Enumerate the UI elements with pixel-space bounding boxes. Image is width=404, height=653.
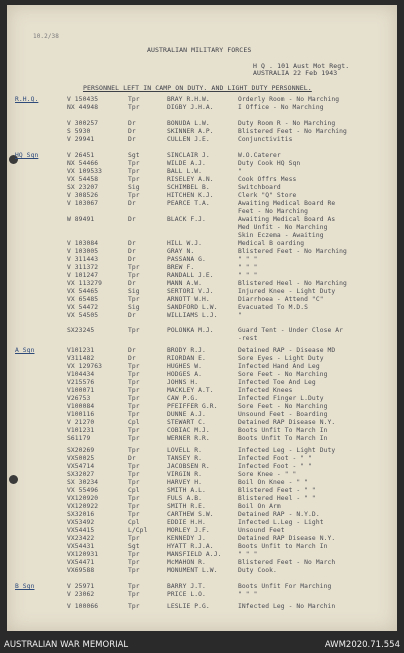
row-remark: Diarrhoea - Attend "C" bbox=[238, 296, 324, 303]
row-remark: Infected Finger L.Duty bbox=[238, 395, 324, 402]
row-remark: " " " bbox=[238, 272, 258, 279]
row-service-number: SX32027 bbox=[67, 471, 95, 478]
row-name: BREW F. bbox=[167, 264, 195, 271]
row-service-number: V 308526 bbox=[67, 192, 99, 199]
row-name: KENNEDY J. bbox=[167, 535, 206, 542]
row-name: CARTHEW S.W. bbox=[167, 511, 214, 518]
row-service-number: V 103067 bbox=[67, 200, 99, 207]
row-service-number: V 100066 bbox=[67, 603, 99, 610]
row-rank: Dr bbox=[128, 128, 136, 135]
row-remark: Boil On Knee - " " bbox=[238, 479, 309, 486]
row-service-number: VX 54505 bbox=[67, 312, 99, 319]
row-name: FULS A.B. bbox=[167, 495, 203, 502]
row-service-number: V 29941 bbox=[67, 136, 95, 143]
row-service-number: V 23062 bbox=[67, 591, 95, 598]
row-name: WERNER R.R. bbox=[167, 435, 210, 442]
row-remark: Awaiting Medical Board Re bbox=[238, 200, 336, 207]
row-name: WILLIAMS L.J. bbox=[167, 312, 218, 319]
row-service-number: VX 65485 bbox=[67, 296, 99, 303]
row-name: WILDE A.J. bbox=[167, 160, 206, 167]
row-name: SINCLAIR J. bbox=[167, 152, 210, 159]
row-service-number: VX 54472 bbox=[67, 304, 99, 311]
row-remark: Boots Unfit To March In bbox=[238, 435, 328, 442]
row-rank: Tpr bbox=[128, 603, 140, 610]
row-remark: " " " bbox=[238, 264, 258, 271]
row-name: RANDALL J.E. bbox=[167, 272, 214, 279]
row-service-number: SX20269 bbox=[67, 447, 95, 454]
row-rank: Dr bbox=[128, 347, 136, 354]
row-remark: Unsound Feet - Boarding bbox=[238, 411, 328, 418]
row-name: EDDIE H.H. bbox=[167, 519, 206, 526]
row-name: GRAY N. bbox=[167, 248, 195, 255]
row-service-number: NX 44948 bbox=[67, 104, 99, 111]
row-service-number: SX23245 bbox=[67, 327, 95, 334]
row-remark: Detained RAP - N.Y.D. bbox=[238, 511, 320, 518]
row-rank: Sig bbox=[128, 304, 140, 311]
row-rank: Tpr bbox=[128, 403, 140, 410]
row-service-number: NX 54466 bbox=[67, 160, 99, 167]
row-remark: Blistered Heel - No Marching bbox=[238, 280, 347, 287]
row-name: MACKLEY A.T. bbox=[167, 387, 214, 394]
row-rank: Dr bbox=[128, 240, 136, 247]
row-remark: Boots Unfit To March In bbox=[238, 427, 328, 434]
row-service-number: V101231 bbox=[67, 427, 95, 434]
row-service-number: V 21270 bbox=[67, 419, 95, 426]
row-service-number: VX 55496 bbox=[67, 487, 99, 494]
row-remark: Boots Unfit For Marching bbox=[238, 583, 332, 590]
row-name: STEWART C. bbox=[167, 419, 206, 426]
row-service-number: VX23422 bbox=[67, 535, 95, 542]
row-remark: Blistered Feet - No Marching bbox=[238, 248, 347, 255]
row-rank: Tpr bbox=[128, 535, 140, 542]
row-name: HARVEY H. bbox=[167, 479, 203, 486]
row-name: PFEIFFER G.R. bbox=[167, 403, 218, 410]
row-rank: Tpr bbox=[128, 447, 140, 454]
row-name: SMITH A.L. bbox=[167, 487, 206, 494]
row-name: MONUMENT L.W. bbox=[167, 567, 218, 574]
row-rank: Dr bbox=[128, 256, 136, 263]
row-rank: Tpr bbox=[128, 272, 140, 279]
footer-accession-number: AWM2020.71.554 bbox=[324, 640, 400, 650]
row-service-number: VX 109533 bbox=[67, 168, 103, 175]
row-service-number: VX54714 bbox=[67, 463, 95, 470]
row-remark: Feet - No Marching bbox=[238, 208, 309, 215]
row-rank: Tpr bbox=[128, 511, 140, 518]
row-name: HUGHES W. bbox=[167, 363, 203, 370]
row-rank: Tpr bbox=[128, 567, 140, 574]
row-service-number: S61179 bbox=[67, 435, 91, 442]
row-section: A Sqn bbox=[15, 347, 35, 354]
document-title: AUSTRALIAN MILITARY FORCES bbox=[147, 46, 252, 54]
row-name: BRAY R.H.W. bbox=[167, 96, 210, 103]
row-name: BARRY J.T. bbox=[167, 583, 206, 590]
row-rank: Tpr bbox=[128, 176, 140, 183]
row-rank: Tpr bbox=[128, 296, 140, 303]
row-name: HITCHEN K.J. bbox=[167, 192, 214, 199]
row-remark: Blistered Feet - " " bbox=[238, 487, 316, 494]
row-service-number: VX50025 bbox=[67, 455, 95, 462]
row-remark: Sore Knee - " " bbox=[238, 471, 297, 478]
unit-name: H Q . 101 Aust Mot Regt. bbox=[253, 62, 350, 70]
row-remark: Blistered Feet - No Marching bbox=[238, 128, 347, 135]
row-name: DUNNE A.J. bbox=[167, 411, 206, 418]
row-remark: Blistered Feet - No March bbox=[238, 559, 336, 566]
row-remark: Infected Knees bbox=[238, 387, 293, 394]
row-rank: Sgt bbox=[128, 152, 140, 159]
document-heading: PERSONNEL LEFT IN CAMP ON DUTY. AND LIGHT DUTY PERSONNEL. bbox=[83, 84, 312, 92]
row-rank: L/Cpl bbox=[128, 527, 148, 534]
row-name: PEARCE T.A. bbox=[167, 200, 210, 207]
row-name: SANDFORD L.W. bbox=[167, 304, 218, 311]
row-rank: Tpr bbox=[128, 583, 140, 590]
row-rank: Tpr bbox=[128, 463, 140, 470]
row-name: HODGES A. bbox=[167, 371, 203, 378]
row-rank: Tpr bbox=[128, 264, 140, 271]
row-rank: Tpr bbox=[128, 471, 140, 478]
row-rank: Dr bbox=[128, 280, 136, 287]
row-remark: Detained RAP Disease N.Y. bbox=[238, 419, 336, 426]
row-rank: Sig bbox=[128, 184, 140, 191]
row-name: SMITH R.E. bbox=[167, 503, 206, 510]
row-remark: Evacuated To M.D.S bbox=[238, 304, 309, 311]
row-remark: Unsound Feet bbox=[238, 527, 285, 534]
row-name: RIORDAN E. bbox=[167, 355, 206, 362]
row-service-number: V215576 bbox=[67, 379, 95, 386]
row-name: JACOBSEN R. bbox=[167, 463, 210, 470]
row-name: SERTORI V.J. bbox=[167, 288, 214, 295]
row-rank: Tpr bbox=[128, 591, 140, 598]
place-date: AUSTRALIA 22 Feb 1943 bbox=[253, 69, 338, 77]
row-service-number: SX 30234 bbox=[67, 479, 99, 486]
row-service-number: VX69588 bbox=[67, 567, 95, 574]
row-name: HYATT R.J.A. bbox=[167, 543, 214, 550]
row-remark: Med Unfit - No Marching bbox=[238, 224, 328, 231]
row-remark: Clerk "Q" Store bbox=[238, 192, 297, 199]
row-service-number: VX54471 bbox=[67, 559, 95, 566]
row-rank: Tpr bbox=[128, 435, 140, 442]
row-remark: Skin Eczema - Awaiting bbox=[238, 232, 324, 239]
row-service-number: V 26451 bbox=[67, 152, 95, 159]
row-rank: Tpr bbox=[128, 495, 140, 502]
row-service-number: V104434 bbox=[67, 371, 95, 378]
row-name: BLACK F.J. bbox=[167, 216, 206, 223]
row-service-number: VX120922 bbox=[67, 503, 99, 510]
row-rank: Tpr bbox=[128, 427, 140, 434]
row-service-number: V 150435 bbox=[67, 96, 99, 103]
row-service-number: V100116 bbox=[67, 411, 95, 418]
row-service-number: VX54415 bbox=[67, 527, 95, 534]
row-rank: Tpr bbox=[128, 192, 140, 199]
row-name: LOVELL R. bbox=[167, 447, 203, 454]
row-service-number: VX53492 bbox=[67, 519, 95, 526]
row-remark: INfected Leg - No Marchin bbox=[238, 603, 336, 610]
document-page bbox=[7, 5, 397, 631]
row-name: CAW P.G. bbox=[167, 395, 199, 402]
row-rank: Dr bbox=[128, 136, 136, 143]
row-name: McMAHON R. bbox=[167, 559, 206, 566]
row-name: TANSEY R. bbox=[167, 455, 203, 462]
row-remark: Infected Foot - " " bbox=[238, 463, 312, 470]
row-service-number: VX 54465 bbox=[67, 288, 99, 295]
row-remark: Guard Tent - Under Close Ar bbox=[238, 327, 344, 334]
row-name: PASSANA G. bbox=[167, 256, 206, 263]
row-name: HILL W.J. bbox=[167, 240, 203, 247]
row-remark: Injured Knee - Light Duty bbox=[238, 288, 336, 295]
row-remark: Sore Feet - No Marching bbox=[238, 371, 328, 378]
row-service-number: V26753 bbox=[67, 395, 91, 402]
row-name: MANN A.W. bbox=[167, 280, 203, 287]
row-name: VIRGIN R. bbox=[167, 471, 203, 478]
punch-hole bbox=[9, 475, 18, 484]
row-remark: Duty Cook. bbox=[238, 567, 277, 574]
row-name: POLONKA M.J. bbox=[167, 327, 214, 334]
row-rank: Cpl bbox=[128, 419, 140, 426]
row-rank: Tpr bbox=[128, 363, 140, 370]
row-rank: Tpr bbox=[128, 411, 140, 418]
row-rank: Cpl bbox=[128, 487, 140, 494]
row-name: BALL L.W. bbox=[167, 168, 203, 175]
row-rank: Tpr bbox=[128, 371, 140, 378]
row-remark: Duty Room R - No Marching bbox=[238, 120, 336, 127]
footer-institution: AUSTRALIAN WAR MEMORIAL bbox=[4, 640, 129, 650]
row-rank: Tpr bbox=[128, 479, 140, 486]
row-remark: Infected Toe And Leg bbox=[238, 379, 316, 386]
row-remark: Infected L.Leg - Light bbox=[238, 519, 324, 526]
row-remark: Infected Leg - Light Duty bbox=[238, 447, 336, 454]
row-rank: Tpr bbox=[128, 395, 140, 402]
row-rank: Tpr bbox=[128, 551, 140, 558]
row-remark: Boots Unfit to March In bbox=[238, 543, 328, 550]
row-service-number: VX 129763 bbox=[67, 363, 103, 370]
row-rank: Tpr bbox=[128, 104, 140, 111]
row-remark: Infected Hand And Leg bbox=[238, 363, 320, 370]
row-name: ARNOTT W.H. bbox=[167, 296, 210, 303]
row-remark: " " " bbox=[238, 551, 258, 558]
row-section: R.H.Q. bbox=[15, 96, 39, 103]
row-remark: Orderly Room - No Marching bbox=[238, 96, 340, 103]
footer-bar bbox=[0, 638, 404, 653]
row-rank: Tpr bbox=[128, 96, 140, 103]
row-name: RISELEY A.N. bbox=[167, 176, 214, 183]
row-rank: Dr bbox=[128, 216, 136, 223]
row-name: DIGBY J.H.A. bbox=[167, 104, 214, 111]
row-remark: " bbox=[238, 168, 242, 175]
row-rank: Dr bbox=[128, 200, 136, 207]
row-service-number: V 103084 bbox=[67, 240, 99, 247]
row-name: PRICE L.O. bbox=[167, 591, 206, 598]
reference-number: 10.2/38 bbox=[33, 33, 59, 40]
row-remark: " " " bbox=[238, 591, 258, 598]
row-rank: Dr bbox=[128, 312, 136, 319]
row-remark: Awaiting Medical Board As bbox=[238, 216, 336, 223]
row-rank: Tpr bbox=[128, 379, 140, 386]
row-rank: Sgt bbox=[128, 543, 140, 550]
row-remark: -rest bbox=[238, 335, 258, 342]
row-rank: Tpr bbox=[128, 160, 140, 167]
row-service-number: VX 54458 bbox=[67, 176, 99, 183]
row-remark: Detained RAP - Disease MD bbox=[238, 347, 336, 354]
row-remark: " bbox=[238, 312, 242, 319]
row-name: COBIAC M.J. bbox=[167, 427, 210, 434]
row-remark: I Office - No Marching bbox=[238, 104, 324, 111]
row-name: SCHIMBEL B. bbox=[167, 184, 210, 191]
row-remark: " " " bbox=[238, 256, 258, 263]
row-remark: Sore Eyes - Light Duty bbox=[238, 355, 324, 362]
row-service-number: V 25971 bbox=[67, 583, 95, 590]
row-service-number: VX120931 bbox=[67, 551, 99, 558]
row-section: B Sqn bbox=[15, 583, 35, 590]
row-remark: Duty Cook HQ Sqn bbox=[238, 160, 301, 167]
row-remark: Cook Offrs Mess bbox=[238, 176, 297, 183]
row-remark: Conjunctivitis bbox=[238, 136, 293, 143]
row-name: BONUDA L.W. bbox=[167, 120, 210, 127]
row-remark: Boil On Arm bbox=[238, 503, 281, 510]
row-service-number: SX 23207 bbox=[67, 184, 99, 191]
row-service-number: V101231 bbox=[67, 347, 95, 354]
row-service-number: V 101247 bbox=[67, 272, 99, 279]
row-service-number: W 89491 bbox=[67, 216, 95, 223]
row-remark: Infected Foot - " " bbox=[238, 455, 312, 462]
row-service-number: V100084 bbox=[67, 403, 95, 410]
row-name: MANSFIELD A.J. bbox=[167, 551, 222, 558]
row-rank: Dr bbox=[128, 120, 136, 127]
row-service-number: VX120920 bbox=[67, 495, 99, 502]
row-service-number: V 300257 bbox=[67, 120, 99, 127]
row-rank: Cpl bbox=[128, 519, 140, 526]
row-rank: Tpr bbox=[128, 327, 140, 334]
row-name: LESLIE P.G. bbox=[167, 603, 210, 610]
row-remark: Switchboard bbox=[238, 184, 281, 191]
row-rank: Dr bbox=[128, 248, 136, 255]
row-service-number: VX 113279 bbox=[67, 280, 103, 287]
row-service-number: V 103005 bbox=[67, 248, 99, 255]
row-rank: Tpr bbox=[128, 168, 140, 175]
row-service-number: V100071 bbox=[67, 387, 95, 394]
row-service-number: VX54431 bbox=[67, 543, 95, 550]
row-rank: Tpr bbox=[128, 503, 140, 510]
row-service-number: V311482 bbox=[67, 355, 95, 362]
row-rank: Tpr bbox=[128, 387, 140, 394]
row-rank: Sig bbox=[128, 288, 140, 295]
row-rank: Dr bbox=[128, 455, 136, 462]
row-service-number: S 5930 bbox=[67, 128, 91, 135]
row-remark: Sore Feet - No Marching bbox=[238, 403, 328, 410]
row-remark: W.O.Caterer bbox=[238, 152, 281, 159]
row-name: BRODY R.J. bbox=[167, 347, 206, 354]
row-name: MORLEY J.F. bbox=[167, 527, 210, 534]
row-rank: Dr bbox=[128, 355, 136, 362]
row-name: JOHNS H. bbox=[167, 379, 199, 386]
row-remark: Blistered Heel - " " bbox=[238, 495, 316, 502]
row-name: SKINNER A.P. bbox=[167, 128, 214, 135]
row-remark: Medical B oarding bbox=[238, 240, 305, 247]
row-service-number: SX32016 bbox=[67, 511, 95, 518]
row-section: HQ Sqn bbox=[15, 152, 39, 159]
row-service-number: V 311443 bbox=[67, 256, 99, 263]
row-name: CULLEN J.E. bbox=[167, 136, 210, 143]
row-remark: Detained RAP Disease N.Y. bbox=[238, 535, 336, 542]
row-service-number: V 311372 bbox=[67, 264, 99, 271]
row-rank: Tpr bbox=[128, 559, 140, 566]
